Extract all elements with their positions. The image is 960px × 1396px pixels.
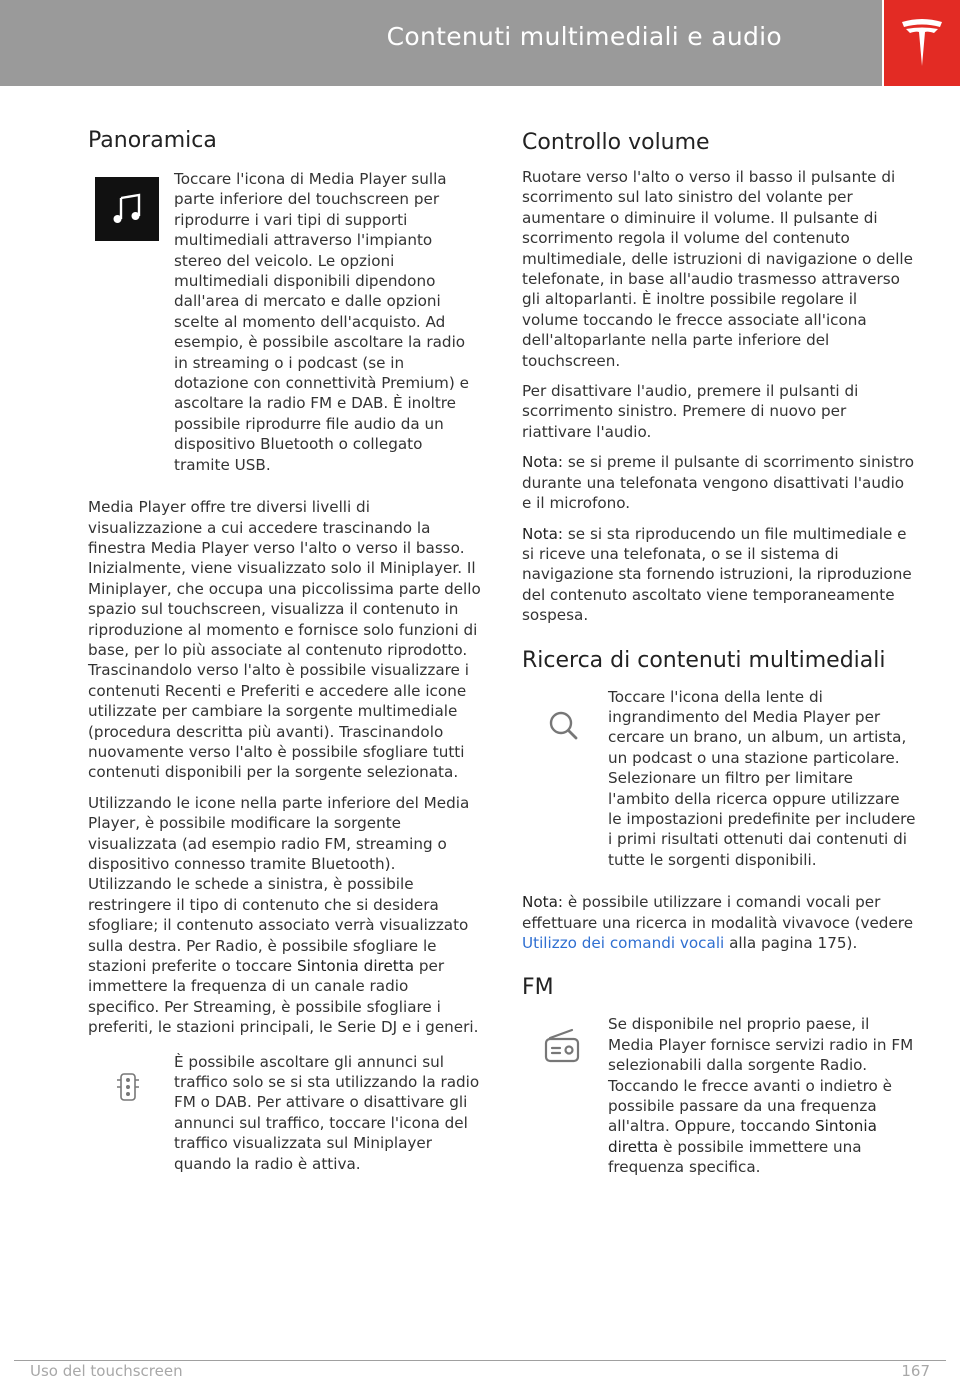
volume-paragraph-2: Per disattivare l'audio, premere il pulsanti di scorrimento sinistro. Premere di nuovo per riattivare l'audio. — [522, 382, 859, 441]
search-text: Toccare l'icona della lente di ingrandimento del Media Player per cercare un brano, un album, un artista, un podcast o una stazione particolare. Selezionare un filtro per limitare l'ambito della ricerca oppure utilizzare le impostazioni predefinite per includere i primi risultati ottenuti dai contenuti di tutte le sorgenti disponibili. — [608, 687, 916, 869]
intro-text: Toccare l'icona di Media Player sulla parte inferiore del touchscreen per riprodurre i vari tipi di supporti multimediali attraverso l'impianto stereo del veicolo. Le opzioni multimediali disponibili dipendono dall'area di mercato e dalle opzioni scelte al momento dell'acquisto. Ad esempio, è possibile ascoltare la radio in streaming o i podcast (se in dotazione con connettività Premium) e ascoltare la radio FM e DAB. È inoltre possibile riprodurre file audio da un dispositivo Bluetooth o collegato tramite USB. — [174, 170, 469, 474]
heading-panoramica: Panoramica — [88, 128, 217, 153]
chapter-title: Contenuti multimediali e audio — [386, 22, 782, 51]
media-player-intro — [88, 169, 482, 475]
footer-section: Uso del touchscreen — [30, 1362, 183, 1380]
fm-text: Se disponibile nel proprio paese, il Media Player fornisce servizi radio in FM selezionabili dalla sorgente Radio. Toccando le frecce avanti o indietro è possibile passare da una frequenza all'altra. Oppure, toccando Sintonia diretta è possibile immettere una frequenza specifica. — [608, 1015, 914, 1177]
sources-paragraph: Utilizzando le icone nella parte inferiore del Media Player, è possibile modificare la sorgente visualizzata (ad esempio radio FM, streaming o dispositivo connesso tramite Bluetooth). Utilizzando le schede a sinistra, è possibile restringere il tipo di contenuto che si desidera sfogliare; il contenuto associato verrà visualizzato sulla destra. Per Radio, è possibile sfogliare le stazioni preferite o toccare Sintonia diretta per immettere la frequenza di un canale radio specifico. Per Streaming, è possibile sfogliare i preferiti, le stazioni principali, le Serie DJ e i generi. — [88, 793, 479, 1037]
note-mute: Nota: se si preme il pulsante di scorrimento sinistro durante una telefonata vengono disattivati l'audio e il microfono. — [522, 453, 915, 513]
search-block — [522, 687, 916, 871]
traffic-light-icon — [114, 1070, 142, 1104]
levels-paragraph: Media Player offre tre diversi livelli di visualizzazione a cui accedere trascinando la finestra Media Player verso l'alto o verso il basso. Inizialmente, viene visualizzato solo il Miniplayer. Il Miniplayer, che occupa una piccolissima parte dello spazio sul touchscreen, visualizza il contenuto in riproduzione al momento e fornisce solo funzioni di base, per lo più associate al contenuto riprodotto. Trascinandolo verso l'alto è possibile visualizzare i contenuti Recenti e Preferiti e accedere alle icone utilizzate per cambiare la sorgente multimediale (procedura descritta più avanti). Trascinandolo nuovamente verso l'alto è possibile sfogliare tutti contenuti disponibili per la sorgente selezionata. — [88, 498, 481, 782]
radio-icon — [542, 1026, 582, 1066]
brand-badge — [884, 0, 960, 86]
footer-divider — [14, 1360, 946, 1361]
fm-block — [522, 1014, 916, 1177]
volume-paragraph-1: Ruotare verso l'alto o verso il basso il pulsante di scorrimento sul lato sinistro del volante per aumentare o diminuire il volume. Il pulsante di scorrimento regola il volume del contenuto multimediale, delle istruzioni di navigazione o delle telefonate, in base all'audio trasmesso attraverso gli altoparlanti. È inoltre possibile regolare il volume toccando le frecce associate all'icona dell'altoparlante nella parte inferiore del touchscreen. — [522, 168, 913, 370]
traffic-note — [88, 1052, 482, 1174]
note-voice: Nota: è possibile utilizzare i comandi vocali per effettuare una ricerca in modalità vivavoce (vedere Utilizzo dei comandi vocali alla pagina 175). — [522, 893, 914, 952]
traffic-text: È possibile ascoltare gli annunci sul traffico solo se si sta utilizzando la radio FM o DAB. Per attivare o disattivare gli annunci sul traffico, toccare l'icona del traffico visualizzata sul Miniplayer quando la radio è attiva. — [174, 1052, 480, 1173]
voice-commands-link[interactable]: Utilizzo dei comandi vocali — [522, 934, 725, 952]
page-header — [0, 0, 882, 86]
left-column — [88, 128, 482, 1196]
page-number: 167 — [901, 1362, 930, 1380]
music-note-icon — [95, 177, 159, 241]
note-call: Nota: se si sta riproducendo un file multimediale e si riceve una telefonata, o se il sistema di navigazione sta fornendo istruzioni, la riproduzione del contenuto ascoltato viene temporaneamente sospesa. — [522, 524, 912, 625]
tesla-logo-icon — [900, 18, 944, 68]
magnifier-icon — [544, 707, 584, 747]
heading-fm: FM — [522, 975, 554, 1001]
heading-search: Ricerca di contenuti multimediali — [522, 647, 886, 673]
right-column — [522, 128, 916, 1200]
heading-volume: Controllo volume — [522, 130, 710, 155]
